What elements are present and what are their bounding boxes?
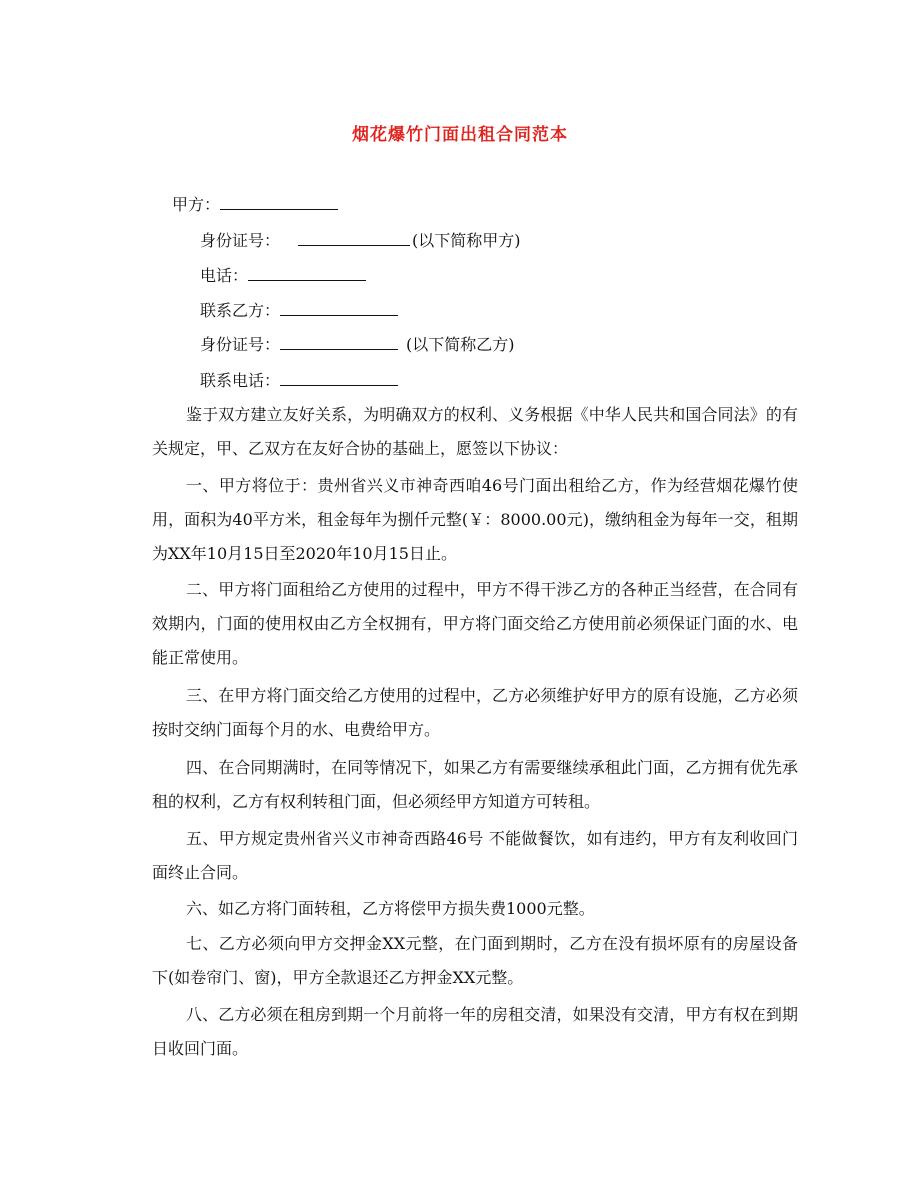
party-a-id-field <box>200 229 521 252</box>
paragraph-clause-7: 七、乙方必须向甲方交押金XX元整，在门面到期时，乙方在没有损坏原有的房屋设备下(如卷帘门、窗)，甲方全款退还乙方押金XX元整。 <box>152 934 798 987</box>
party-a-label: 甲方： <box>172 195 221 214</box>
paragraph-clause-6: 六、如乙方将门面转租，乙方将偿甲方损失费1000元整。 <box>186 899 595 918</box>
party-b-label: 联系乙方： <box>200 301 281 320</box>
paragraph-clause-4: 四、在合同期满时，在同等情况下，如果乙方有需要继续承租此门面，乙方拥有优先承租的权利，乙方有权利转租门面，但必须经甲方知道方可转租。 <box>152 758 798 811</box>
party-a-field <box>172 193 338 216</box>
paragraph-clause-8: 八、乙方必须在租房到期一个月前将一年的房租交清，如果没有交清，甲方有权在到期日收回门面。 <box>152 1005 798 1058</box>
paragraph-clause-5: 五、甲方规定贵州省兴义市神奇西路46号 不能做餐饮，如有违约，甲方有友利收回门面终止合同。 <box>152 829 798 882</box>
party-b-field <box>200 299 398 322</box>
party-b-id-label: 身份证号： <box>200 335 281 354</box>
paragraph-clause-1: 一、甲方将位于：贵州省兴义市神奇西咱46号门面出租给乙方，作为经营烟花爆竹使用，面积为40平方米，租金每年为捌仟元整(￥：8000.00元)，缴纳租金为每年一交，租期为XX年10月15日至2020年10月15日止。 <box>152 476 798 563</box>
party-a-id-label: 身份证号： <box>200 231 281 250</box>
party-a-blank <box>220 193 338 210</box>
document-title: 烟花爆竹门面出租合同范本 <box>352 125 568 145</box>
party-a-id-blank <box>298 229 410 246</box>
party-b-phone-label: 联系电话： <box>200 371 281 390</box>
party-a-id-suffix: (以下简称甲方) <box>412 231 521 250</box>
party-b-phone-blank <box>280 369 398 386</box>
party-b-id-field <box>200 333 515 356</box>
party-a-phone-blank <box>248 264 366 281</box>
party-b-phone-field <box>200 369 398 392</box>
paragraph-preamble: 鉴于双方建立友好关系，为明确双方的权利、义务根据《中华人民共和国合同法》的有关规定，甲、乙双方在友好合协的基础上，愿签以下协议： <box>152 405 798 458</box>
party-b-blank <box>280 299 398 316</box>
party-a-phone-field <box>200 264 366 287</box>
party-b-id-suffix: (以下简称乙方) <box>406 335 515 354</box>
party-a-phone-label: 电话： <box>200 266 249 285</box>
party-b-id-blank <box>280 333 398 350</box>
paragraph-clause-2: 二、甲方将门面租给乙方使用的过程中，甲方不得干涉乙方的各种正当经营，在合同有效期内，门面的使用权由乙方全权拥有，甲方将门面交给乙方使用前必须保证门面的水、电能正常使用。 <box>152 580 798 667</box>
paragraph-clause-3: 三、在甲方将门面交给乙方使用的过程中，乙方必须维护好甲方的原有设施，乙方必须按时交纳门面每个月的水、电费给甲方。 <box>152 686 798 739</box>
